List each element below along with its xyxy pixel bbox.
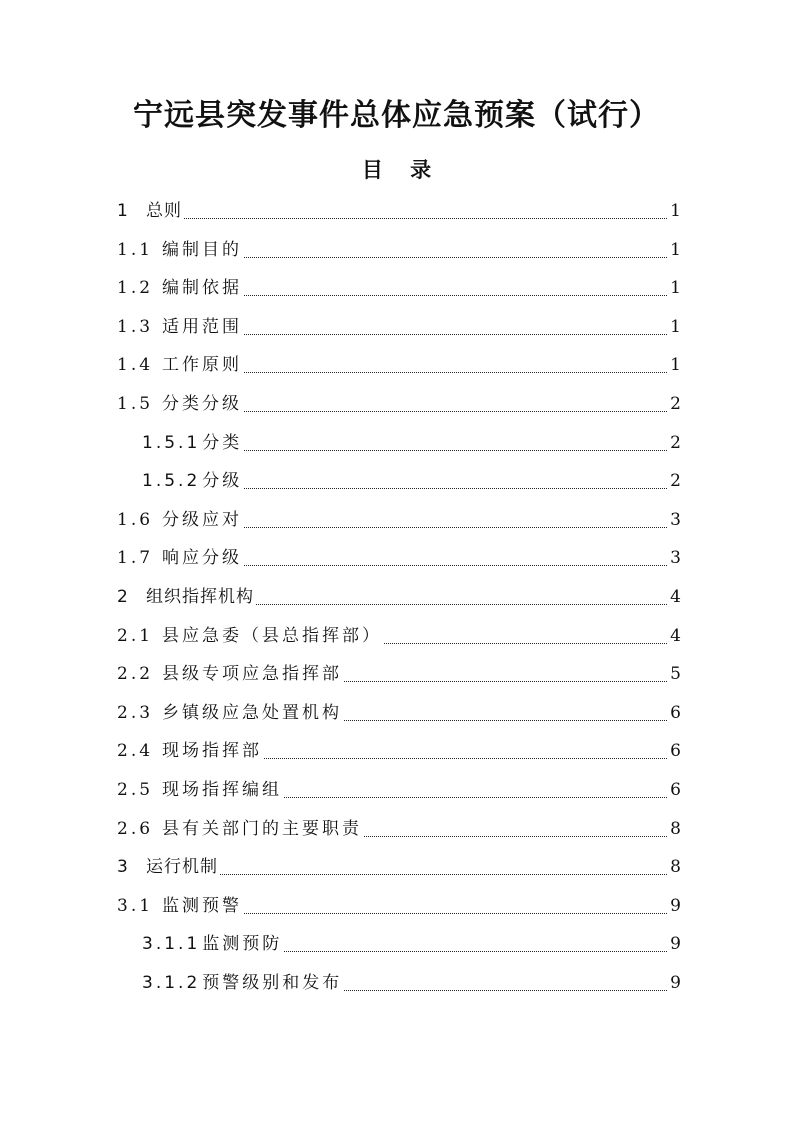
toc-entry-page-number: 6: [670, 741, 681, 761]
toc-entry-label: 县有关部门的主要职责: [162, 819, 363, 839]
toc-entry-label: 县级专项应急指挥部: [162, 664, 343, 684]
toc-entry[interactable]: [117, 814, 681, 844]
toc-entry-number: 1.4: [117, 355, 154, 375]
toc-entry-number: 2.6: [117, 819, 154, 839]
toc-entry-number: 1.1: [117, 240, 154, 260]
toc-entry[interactable]: [117, 235, 681, 265]
toc-entry[interactable]: [142, 466, 681, 496]
toc-entry-number: 3.1: [117, 896, 154, 916]
toc-entry-page-number: 2: [670, 394, 681, 414]
toc-entry[interactable]: [142, 929, 681, 959]
toc-entry-page-number: 6: [670, 780, 681, 800]
toc-entry-label: 现场指挥部: [162, 741, 263, 761]
toc-entry-number: 2.3: [117, 703, 154, 723]
toc-entry-number: 1.7: [117, 548, 154, 568]
toc-entry-page-number: 6: [670, 703, 681, 723]
toc-entry-number: 1.5.1: [142, 433, 201, 453]
toc-entry[interactable]: [117, 543, 681, 573]
toc-entry-label: 组织指挥机构: [146, 587, 254, 607]
toc-entry-label: 运行机制: [146, 857, 218, 877]
toc-entry[interactable]: [117, 273, 681, 303]
toc-entry[interactable]: [117, 350, 681, 380]
toc-dot-leader: [244, 442, 667, 451]
toc-entry[interactable]: [117, 196, 681, 226]
toc-entry-label: 总则: [146, 201, 182, 221]
toc-entry-number: 2: [117, 587, 128, 607]
toc-dot-leader: [244, 403, 667, 412]
toc-entry-label: 县应急委（县总指挥部）: [162, 626, 383, 646]
toc-entry-label: 现场指挥编组: [162, 780, 283, 800]
toc-dot-leader: [244, 364, 667, 373]
toc-entry-label: 乡镇级应急处置机构: [162, 703, 343, 723]
toc-dot-leader: [244, 519, 667, 528]
toc-entry-number: 3: [117, 857, 128, 877]
toc-dot-leader: [284, 943, 667, 952]
toc-dot-leader: [344, 982, 667, 991]
toc-entry-page-number: 2: [670, 433, 681, 453]
toc-dot-leader: [244, 249, 667, 258]
toc-entry-label: 响应分级: [162, 548, 243, 568]
toc-entry-number: 2.1: [117, 626, 154, 646]
toc-entry-page-number: 3: [670, 510, 681, 530]
toc-dot-leader: [244, 557, 667, 566]
toc-entry-page-number: 4: [670, 587, 681, 607]
toc-entry[interactable]: [117, 505, 681, 535]
toc-entry[interactable]: [117, 775, 681, 805]
toc-entry[interactable]: [117, 736, 681, 766]
toc-entry-number: 2.2: [117, 664, 154, 684]
toc-entry-page-number: 4: [670, 626, 681, 646]
toc-entry[interactable]: [117, 852, 681, 882]
toc-dot-leader: [256, 596, 667, 605]
toc-dot-leader: [184, 210, 667, 219]
toc-entry-label: 监测预防: [202, 934, 283, 954]
toc-entry-label: 编制依据: [162, 278, 243, 298]
toc-entry[interactable]: [142, 428, 681, 458]
toc-dot-leader: [344, 712, 667, 721]
toc-entry[interactable]: [142, 968, 681, 998]
toc-entry-page-number: 1: [670, 317, 681, 337]
toc-dot-leader: [244, 480, 667, 489]
toc-entry-page-number: 3: [670, 548, 681, 568]
toc-entry-page-number: 5: [670, 664, 681, 684]
toc-entry-page-number: 1: [670, 355, 681, 375]
toc-entry-number: 2.5: [117, 780, 154, 800]
toc-entry-label: 适用范围: [162, 317, 243, 337]
toc-entry-page-number: 8: [670, 819, 681, 839]
toc-entry-number: 1: [117, 201, 128, 221]
toc-entry[interactable]: [117, 621, 681, 651]
toc-entry-page-number: 1: [670, 240, 681, 260]
toc-entry-number: 1.6: [117, 510, 154, 530]
toc-dot-leader: [244, 905, 667, 914]
toc-entry-number: 1.3: [117, 317, 154, 337]
toc-entry-number: 1.2: [117, 278, 154, 298]
toc-entry-number: 2.4: [117, 741, 154, 761]
toc-entry-page-number: 2: [670, 471, 681, 491]
toc-dot-leader: [344, 673, 667, 682]
toc-entry[interactable]: [117, 389, 681, 419]
toc-entry-page-number: 8: [670, 857, 681, 877]
toc-entry-number: 3.1.2: [142, 973, 201, 993]
toc-dot-leader: [284, 789, 667, 798]
toc-heading: 目 录: [361, 158, 442, 182]
toc-dot-leader: [220, 866, 667, 875]
toc-entry[interactable]: [117, 312, 681, 342]
document-title: 宁远县突发事件总体应急预案（试行）: [133, 98, 660, 133]
toc-entry-label: 工作原则: [162, 355, 243, 375]
toc-entry-page-number: 1: [670, 201, 681, 221]
toc-entry-label: 分级应对: [162, 510, 243, 530]
toc-entry-number: 3.1.1: [142, 934, 201, 954]
toc-entry[interactable]: [117, 698, 681, 728]
toc-dot-leader: [244, 287, 667, 296]
toc-entry-label: 分类分级: [162, 394, 243, 414]
toc-entry-label: 分类: [202, 433, 243, 453]
toc-entry-label: 监测预警: [162, 896, 243, 916]
toc-entry-label: 分级: [202, 471, 243, 491]
toc-entry-page-number: 9: [670, 934, 681, 954]
toc-entry[interactable]: [117, 891, 681, 921]
toc-entry-page-number: 9: [670, 896, 681, 916]
toc-dot-leader: [364, 828, 667, 837]
toc-entry-label: 预警级别和发布: [202, 973, 343, 993]
toc-entry-label: 编制目的: [162, 240, 243, 260]
toc-dot-leader: [384, 635, 667, 644]
toc-entry-number: 1.5.2: [142, 471, 201, 491]
toc-dot-leader: [244, 326, 667, 335]
toc-dot-leader: [264, 750, 667, 759]
toc-entry-page-number: 1: [670, 278, 681, 298]
toc-entry-number: 1.5: [117, 394, 154, 414]
toc-entry[interactable]: [117, 659, 681, 689]
toc-entry-page-number: 9: [670, 973, 681, 993]
toc-entry[interactable]: [117, 582, 681, 612]
